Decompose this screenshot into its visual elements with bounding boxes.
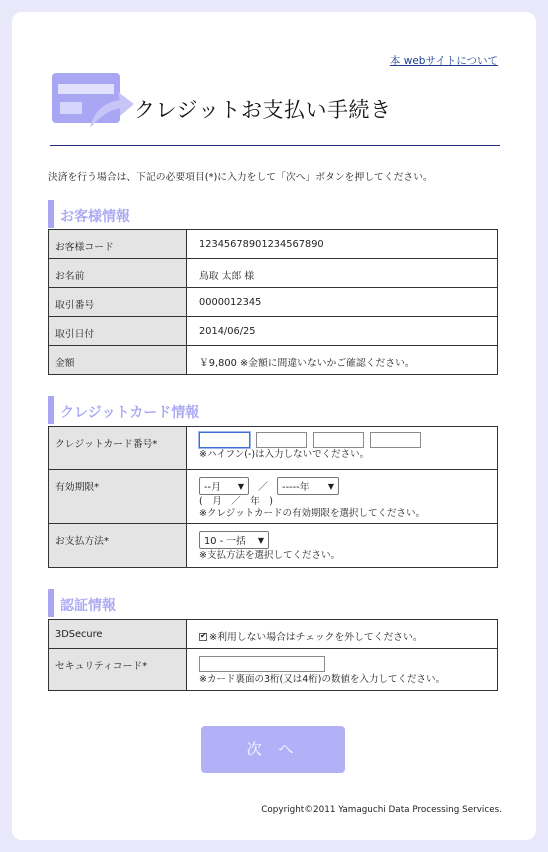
table-row (49, 346, 498, 375)
amount-label: 金額 (49, 346, 187, 375)
customer-code-label: お客様コード (49, 230, 187, 259)
instruction-text: 決済を行う場合は、下記の必要項目(*)に入力をして「次へ」ボタンを押してください。 (48, 172, 433, 183)
security-code-cell (187, 649, 498, 691)
transaction-number-value: 0000012345 (187, 288, 498, 317)
table-row (49, 470, 498, 524)
credit-card-arrow-icon (50, 70, 134, 134)
customer-name-label: お名前 (49, 259, 187, 288)
expiry-cell (187, 470, 498, 524)
table-row (49, 288, 498, 317)
expiry-month-select[interactable] (199, 477, 249, 495)
payment-method-cell (187, 524, 498, 568)
auth-info-heading: 認証情報 (48, 589, 116, 617)
payment-method-select[interactable] (199, 531, 269, 549)
security-code-input[interactable] (199, 656, 325, 672)
expiry-note: ※クレジットカードの有効期限を選択してください。 (199, 508, 425, 519)
transaction-date-label: 取引日付 (49, 317, 187, 346)
table-row (49, 620, 498, 649)
page-header (50, 70, 500, 146)
expiry-label: 有効期限* (49, 470, 187, 524)
expiry-year-select[interactable] (277, 477, 339, 495)
card-info-table (48, 426, 498, 568)
card-number-input-3[interactable] (313, 432, 364, 448)
transaction-date-value: 2014/06/25 (187, 317, 498, 346)
customer-info-heading: お客様情報 (48, 200, 130, 228)
customer-info-table (48, 229, 498, 375)
triangle-down-icon: ▼ (257, 535, 264, 545)
expiry-month-value: --月 (204, 482, 221, 493)
card-number-note: ※ハイフン(-)は入力しないでください。 (199, 449, 370, 460)
security-code-label: セキュリティコード* (49, 649, 187, 691)
payment-method-label: お支払方法* (49, 524, 187, 568)
card-info-heading: クレジットカード情報 (48, 396, 199, 424)
expiry-separator: ／ (258, 482, 268, 493)
card-number-input-2[interactable] (256, 432, 307, 448)
card-number-cell (187, 427, 498, 470)
card-number-input-1[interactable] (199, 432, 250, 448)
3dsecure-label: 3DSecure (49, 620, 187, 649)
card-number-input-4[interactable] (370, 432, 421, 448)
auth-info-table (48, 619, 498, 691)
copyright-text: Copyright©2011 Yamaguchi Data Processing Services. (261, 805, 502, 815)
table-row (49, 230, 498, 259)
3dsecure-cell (187, 620, 498, 649)
transaction-number-label: 取引番号 (49, 288, 187, 317)
customer-code-value: 12345678901234567890 (187, 230, 498, 259)
3dsecure-note: ※利用しない場合はチェックを外してください。 (209, 632, 423, 643)
expiry-year-value: -----年 (282, 482, 310, 493)
table-row (49, 524, 498, 568)
table-row (49, 317, 498, 346)
card-number-inputs (199, 432, 485, 448)
amount-value: ￥9,800 ※金額に間違いないかご確認ください。 (187, 346, 498, 375)
triangle-down-icon: ▼ (327, 481, 335, 491)
security-code-note: ※カード裏面の3桁(又は4桁)の数値を入力してください。 (199, 674, 445, 685)
3dsecure-checkbox[interactable] (199, 633, 207, 641)
customer-name-value: 鳥取 太郎 様 (187, 259, 498, 288)
triangle-down-icon: ▼ (237, 481, 244, 491)
card-number-label: クレジットカード番号* (49, 427, 187, 470)
main-card (12, 12, 536, 840)
next-button[interactable]: 次 へ (201, 726, 345, 773)
table-row (49, 427, 498, 470)
page-title: クレジットお支払い手続き (134, 98, 392, 122)
payment-method-note: ※支払方法を選択してください。 (199, 550, 340, 561)
table-row (49, 259, 498, 288)
payment-method-value: 10 - 一括 (204, 536, 246, 547)
table-row (49, 649, 498, 691)
expiry-hint: ( 月 ／ 年 ) (199, 496, 273, 507)
about-website-link[interactable]: 本 webサイトについて (389, 55, 498, 67)
